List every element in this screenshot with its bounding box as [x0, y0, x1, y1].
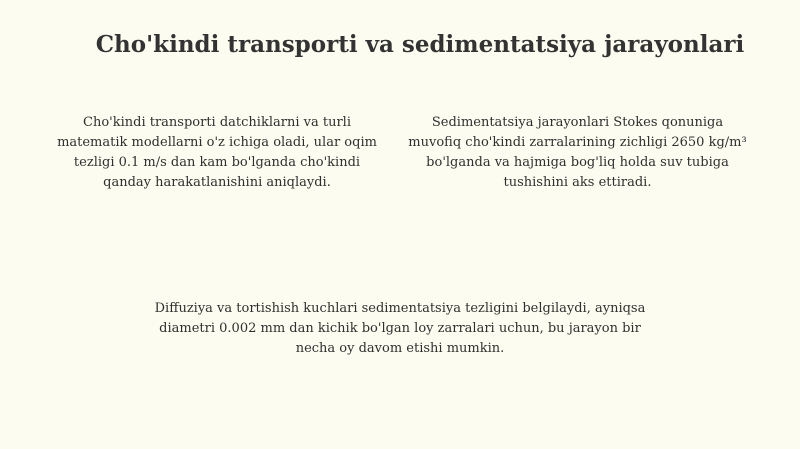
paragraph-diffusion-gravity: Diffuziya va tortishish kuchlari sedimentatsiya tezligini belgilaydi, ayniqsa diametri 0.002 mm dan kichik bo'lgan loy zarralari uchun, bu jarayon bir necha oy davom etishi mumkin. — [154, 301, 646, 356]
paragraph-sedimentation-processes: Sedimentatsiya jarayonlari Stokes qonuniga muvofiq cho'kindi zarralarining zichligi 2650 kg/m³ bo'lganda va hajmiga bog'liq holda suv tubiga tushishini aks ettiradi. — [408, 115, 747, 190]
paragraph-sediment-transport: Cho'kindi transporti datchiklarni va turli matematik modellarni o'z ichiga oladi, ular oqim tezligi 0.1 m/s dan kam bo'lganda cho'kindi qanday harakatlanishini aniqlaydi. — [57, 115, 377, 190]
slide-title: Cho'kindi transporti va sedimentatsiya jarayonlari — [95, 31, 745, 58]
